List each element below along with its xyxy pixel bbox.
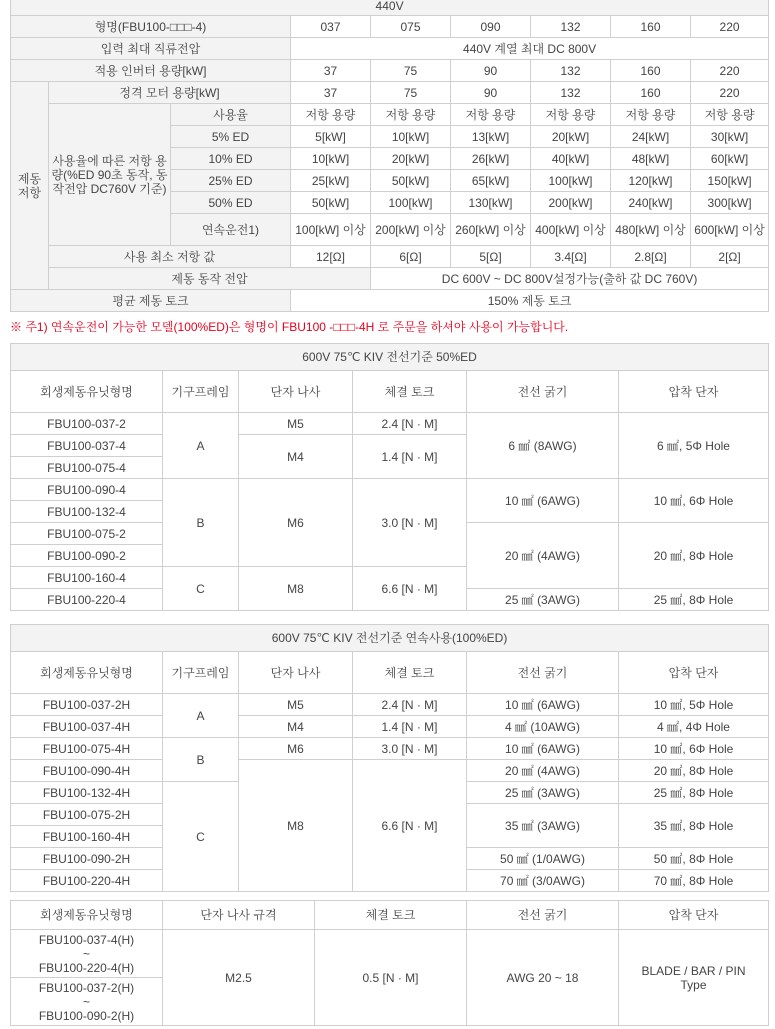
model-range-end: FBU100-220-4(H)	[38, 960, 135, 975]
resistance-cell: 200[kW]	[531, 192, 611, 214]
model-cell: FBU100-037-2	[11, 413, 163, 435]
header-frame: 기구프레임	[163, 652, 239, 694]
header-screw: 단자 나사	[239, 371, 353, 413]
resistance-cell: 20[kW]	[371, 148, 451, 170]
resistance-header: 저항 용량	[531, 104, 611, 126]
frame-cell: C	[163, 567, 239, 611]
lug-cell: 50 ㎟, 8Φ Hole	[619, 848, 769, 870]
inverter-cell: 90	[451, 60, 531, 82]
wire-cell: 25 ㎟ (3AWG)	[467, 782, 619, 804]
screw-cell: M6	[239, 738, 353, 760]
resistance-cell: 10[kW]	[371, 126, 451, 148]
model-cell: FBU100-090-4H	[11, 760, 163, 782]
resistance-cell: 26[kW]	[451, 148, 531, 170]
wire-cell: 10 ㎟ (6AWG)	[467, 694, 619, 716]
model-cell: FBU100-160-4H	[11, 826, 163, 848]
torque-cell: 6.6 [N · M]	[353, 760, 467, 892]
model-range-tilde: ~	[82, 946, 90, 961]
model-cell: FBU100-090-4	[11, 479, 163, 501]
model-cell: 037	[291, 16, 371, 38]
inverter-cell: 220	[691, 60, 769, 82]
lug-cell: 10 ㎟, 6Φ Hole	[619, 479, 769, 523]
min-resistance-cell: 6[Ω]	[371, 246, 451, 268]
avg-torque-value: 150% 제동 토크	[291, 290, 769, 312]
lug-cell: 25 ㎟, 8Φ Hole	[619, 589, 769, 611]
inverter-label: 적용 인버터 용량[kW]	[11, 60, 291, 82]
usage-label: 5% ED	[171, 126, 291, 148]
motor-cell: 37	[291, 82, 371, 104]
usage-header: 사용율	[171, 104, 291, 126]
screw-cell: M6	[239, 479, 353, 567]
torque-cell: 6.6 [N · M]	[353, 567, 467, 611]
wire-cell: 20 ㎟ (4AWG)	[467, 760, 619, 782]
resistance-header: 저항 용량	[371, 104, 451, 126]
model-range-tilde: ~	[82, 994, 90, 1009]
header-torque: 체결 토크	[353, 652, 467, 694]
model-cell: FBU100-132-4	[11, 501, 163, 523]
torque-cell: 3.0 [N · M]	[353, 738, 467, 760]
resistance-cell: 150[kW]	[691, 170, 769, 192]
resistance-cell: 400[kW] 이상	[531, 214, 611, 246]
screw-cell: M5	[239, 694, 353, 716]
header-lug: 압착 단자	[619, 652, 769, 694]
header-screw: 단자 나사	[239, 652, 353, 694]
header-lug: 압착 단자	[619, 901, 769, 930]
resistance-cell: 300[kW]	[691, 192, 769, 214]
motor-cell: 160	[611, 82, 691, 104]
screw-cell: M8	[239, 760, 353, 892]
resistance-cell: 50[kW]	[371, 170, 451, 192]
torque-cell: 1.4 [N · M]	[353, 435, 467, 479]
brake-voltage-label: 제동 동작 전압	[49, 268, 371, 290]
header-model: 회생제동유닛형명	[11, 652, 163, 694]
model-cell: FBU100-132-4H	[11, 782, 163, 804]
resistance-header: 저항 용량	[691, 104, 769, 126]
model-cell: FBU100-220-4H	[11, 870, 163, 892]
resistance-cell: 5[kW]	[291, 126, 371, 148]
lug-cell: 35 ㎟, 8Φ Hole	[619, 804, 769, 848]
wire-cell: 25 ㎟ (3AWG)	[467, 589, 619, 611]
resistance-cell: 200[kW] 이상	[371, 214, 451, 246]
lug-cell: 20 ㎟, 8Φ Hole	[619, 523, 769, 589]
resistance-header: 저항 용량	[451, 104, 531, 126]
model-cell: 220	[691, 16, 769, 38]
model-cell: 132	[531, 16, 611, 38]
model-cell: 160	[611, 16, 691, 38]
screw-cell: M5	[239, 413, 353, 435]
brake-voltage-value: DC 600V ~ DC 800V설정가능(출하 값 DC 760V)	[371, 268, 769, 290]
lug-cell: 6 ㎟, 5Φ Hole	[619, 413, 769, 479]
motor-cell: 90	[451, 82, 531, 104]
model-cell: FBU100-220-4	[11, 589, 163, 611]
inverter-cell: 132	[531, 60, 611, 82]
min-resistance-label: 사용 최소 저항 값	[49, 246, 291, 268]
model-cell: FBU100-037-4	[11, 435, 163, 457]
header-torque: 체결 토크	[315, 901, 467, 930]
wire-cell: 70 ㎟ (3/0AWG)	[467, 870, 619, 892]
resistance-cell: 100[kW]	[531, 170, 611, 192]
header-wire: 전선 굵기	[467, 371, 619, 413]
model-cell: FBU100-075-4H	[11, 738, 163, 760]
control-terminal-table	[10, 900, 769, 1026]
resistance-cell: 20[kW]	[531, 126, 611, 148]
resistance-cell: 30[kW]	[691, 126, 769, 148]
resistance-cell: 48[kW]	[611, 148, 691, 170]
lug-cell: 70 ㎟, 8Φ Hole	[619, 870, 769, 892]
min-resistance-cell: 3.4[Ω]	[531, 246, 611, 268]
lug-cell: 10 ㎟, 5Φ Hole	[619, 694, 769, 716]
frame-cell: B	[163, 479, 239, 567]
wire-cell: 4 ㎟ (10AWG)	[467, 716, 619, 738]
footnote: ※ 주1) 연속운전이 가능한 모델(100%ED)은 형명이 FBU100 -□□□-4H 로 주문을 하셔야 사용이 가능합니다.	[10, 320, 569, 334]
lug-cell: 25 ㎟, 8Φ Hole	[619, 782, 769, 804]
header-model: 회생제동유닛형명	[11, 901, 163, 930]
model-cell: FBU100-075-4	[11, 457, 163, 479]
wire-cell: 50 ㎟ (1/0AWG)	[467, 848, 619, 870]
max-dc-value: 440V 계열 최대 DC 800V	[291, 38, 769, 60]
resistance-cell: 480[kW] 이상	[611, 214, 691, 246]
resistance-cell: 50[kW]	[291, 192, 371, 214]
resistance-cell: 25[kW]	[291, 170, 371, 192]
min-resistance-cell: 2.8[Ω]	[611, 246, 691, 268]
resistance-cell: 100[kW]	[371, 192, 451, 214]
usage-label: 10% ED	[171, 148, 291, 170]
usage-label: 연속운전1)	[171, 214, 291, 246]
wire-cell: 35 ㎟ (3AWG)	[467, 804, 619, 848]
resistance-cell: 100[kW] 이상	[291, 214, 371, 246]
wire-cell: 10 ㎟ (6AWG)	[467, 479, 619, 523]
model-cell: FBU100-037-4H	[11, 716, 163, 738]
header-model: 회생제동유닛형명	[11, 371, 163, 413]
voltage-header: 440V	[11, 0, 769, 16]
model-cell: FBU100-075-2H	[11, 804, 163, 826]
model-cell: 075	[371, 16, 451, 38]
spec-table	[10, 0, 769, 312]
resistance-cell: 240[kW]	[611, 192, 691, 214]
frame-cell: B	[163, 738, 239, 782]
inverter-cell: 37	[291, 60, 371, 82]
model-label: 형명(FBU100-□□□-4)	[11, 16, 291, 38]
torque-cell: 2.4 [N · M]	[353, 694, 467, 716]
torque-cell: 0.5 [N · M]	[315, 930, 467, 1026]
model-range-a	[11, 930, 163, 978]
frame-cell: C	[163, 782, 239, 892]
wire-cell: 20 ㎟ (4AWG)	[467, 523, 619, 589]
header-lug: 압착 단자	[619, 371, 769, 413]
wiring-table-50ed	[10, 343, 769, 611]
model-cell: FBU100-075-2	[11, 523, 163, 545]
resistance-cell: 130[kW]	[451, 192, 531, 214]
min-resistance-cell: 5[Ω]	[451, 246, 531, 268]
resistance-cell: 13[kW]	[451, 126, 531, 148]
torque-cell: 3.0 [N · M]	[353, 479, 467, 567]
min-resistance-cell: 2[Ω]	[691, 246, 769, 268]
usage-label: 50% ED	[171, 192, 291, 214]
model-cell: FBU100-037-2H	[11, 694, 163, 716]
motor-cell: 132	[531, 82, 611, 104]
model-range-b	[11, 978, 163, 1026]
resistance-cell: 10[kW]	[291, 148, 371, 170]
table-title: 600V 75℃ KIV 전선기준 50%ED	[11, 344, 769, 371]
resistance-cell: 65[kW]	[451, 170, 531, 192]
header-torque: 체결 토크	[353, 371, 467, 413]
motor-label: 정격 모터 용량[kW]	[49, 82, 291, 104]
header-wire: 전선 굵기	[467, 901, 619, 930]
torque-cell: 1.4 [N · M]	[353, 716, 467, 738]
resistance-header: 저항 용량	[611, 104, 691, 126]
lug-cell: BLADE / BAR / PIN Type	[619, 930, 769, 1026]
max-dc-label: 입력 최대 직류전압	[11, 38, 291, 60]
frame-cell: A	[163, 413, 239, 479]
resistance-cell: 260[kW] 이상	[451, 214, 531, 246]
frame-cell: A	[163, 694, 239, 738]
resistance-header: 저항 용량	[291, 104, 371, 126]
resistance-cell: 40[kW]	[531, 148, 611, 170]
brake-label: 제동 저항	[11, 82, 49, 290]
motor-cell: 220	[691, 82, 769, 104]
model-range-end: FBU100-090-2(H)	[38, 1008, 135, 1023]
avg-torque-label: 평균 제동 토크	[11, 290, 291, 312]
min-resistance-cell: 12[Ω]	[291, 246, 371, 268]
lug-cell: 10 ㎟, 6Φ Hole	[619, 738, 769, 760]
usage-description: 사용율에 따른 저항 용량(%ED 90초 동작, 동작전압 DC760V 기준)	[49, 104, 171, 246]
screw-cell: M8	[239, 567, 353, 611]
model-cell: FBU100-160-4	[11, 567, 163, 589]
resistance-cell: 60[kW]	[691, 148, 769, 170]
header-wire: 전선 굵기	[467, 652, 619, 694]
table-title: 600V 75℃ KIV 전선기준 연속사용(100%ED)	[11, 625, 769, 652]
model-range-start: FBU100-037-4(H)	[38, 932, 135, 947]
wire-cell: AWG 20 ~ 18	[467, 930, 619, 1026]
screw-cell: M4	[239, 435, 353, 479]
screw-spec-cell: M2.5	[163, 930, 315, 1026]
inverter-cell: 160	[611, 60, 691, 82]
torque-cell: 2.4 [N · M]	[353, 413, 467, 435]
header-screw-spec: 단자 나사 규격	[163, 901, 315, 930]
lug-cell: 4 ㎟, 4Φ Hole	[619, 716, 769, 738]
model-cell: FBU100-090-2	[11, 545, 163, 567]
wiring-table-100ed	[10, 624, 769, 892]
model-cell: 090	[451, 16, 531, 38]
motor-cell: 75	[371, 82, 451, 104]
resistance-cell: 24[kW]	[611, 126, 691, 148]
model-range-start: FBU100-037-2(H)	[38, 980, 135, 995]
usage-label: 25% ED	[171, 170, 291, 192]
header-frame: 기구프레임	[163, 371, 239, 413]
inverter-cell: 75	[371, 60, 451, 82]
lug-cell: 20 ㎟, 8Φ Hole	[619, 760, 769, 782]
model-cell: FBU100-090-2H	[11, 848, 163, 870]
wire-cell: 6 ㎟ (8AWG)	[467, 413, 619, 479]
resistance-cell: 600[kW] 이상	[691, 214, 769, 246]
screw-cell: M4	[239, 716, 353, 738]
wire-cell: 10 ㎟ (6AWG)	[467, 738, 619, 760]
resistance-cell: 120[kW]	[611, 170, 691, 192]
